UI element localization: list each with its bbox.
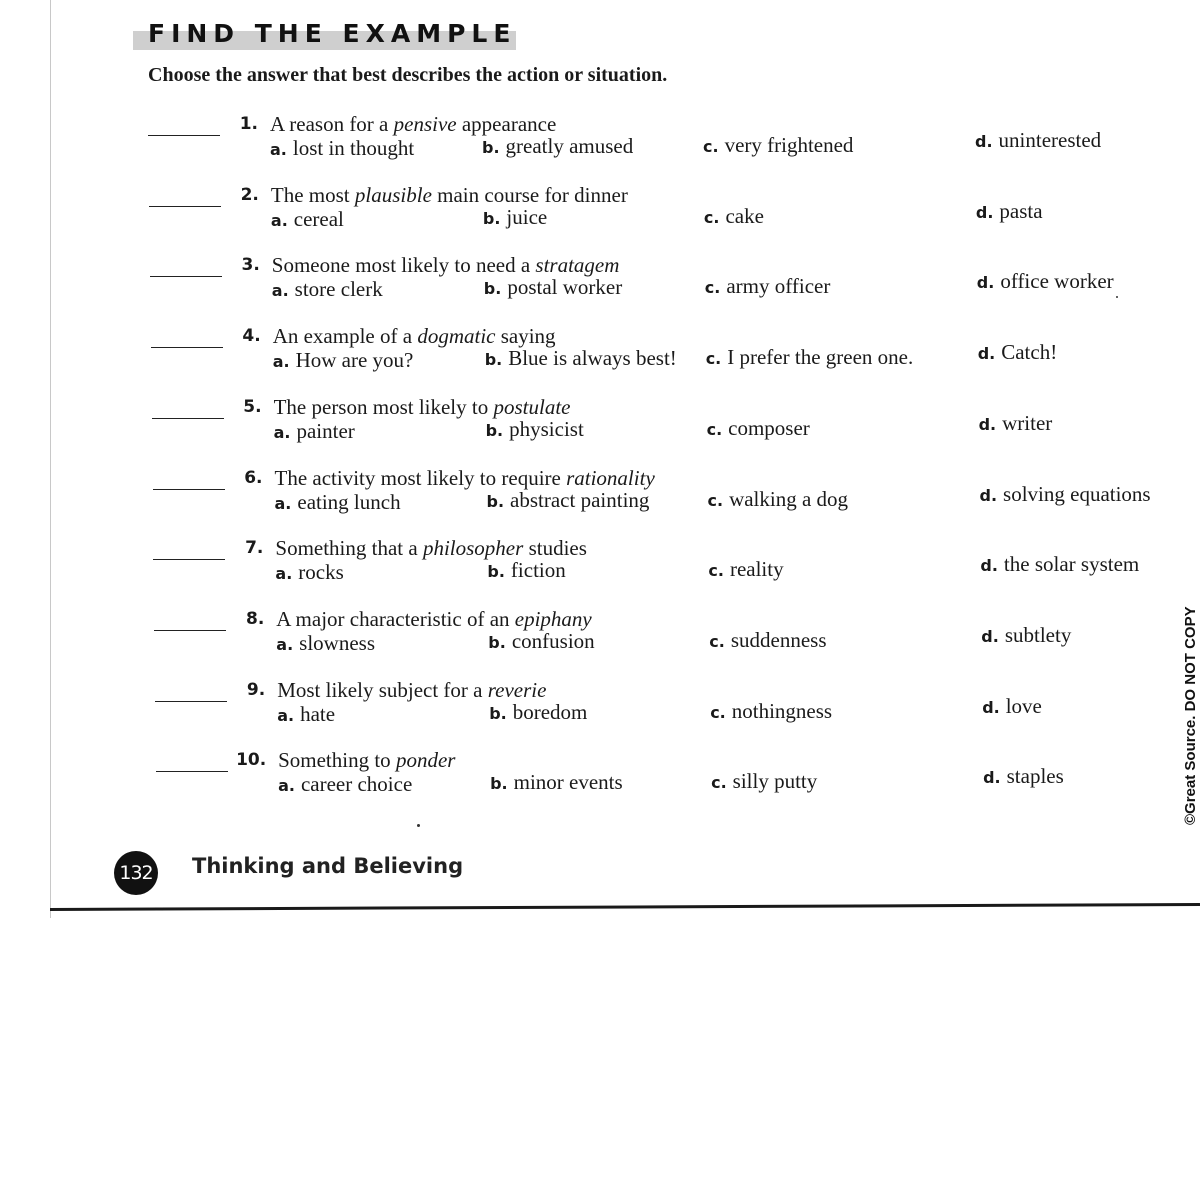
option-text: eating lunch (297, 489, 401, 514)
answer-option (278, 772, 412, 797)
option-letter: d. (978, 414, 997, 434)
option-text: nothingness (731, 698, 833, 723)
answer-option (488, 629, 594, 654)
answer-blank[interactable] (153, 559, 225, 560)
answer-blank[interactable] (149, 206, 221, 207)
option-letter: a. (273, 422, 291, 442)
answer-option (482, 134, 633, 159)
answer-option (485, 346, 677, 371)
option-letter: c. (706, 419, 723, 439)
answer-option (979, 411, 1053, 436)
option-text: cake (725, 203, 764, 228)
vocabulary-word: rationality (566, 465, 655, 490)
answer-option (271, 207, 344, 232)
option-text: silly putty (732, 769, 818, 794)
vocabulary-word: reverie (487, 677, 547, 702)
question-item (0, 465, 1200, 528)
option-text: writer (1002, 410, 1053, 435)
prompt-text: saying (495, 324, 556, 349)
option-letter: c. (707, 490, 724, 510)
answer-blank[interactable] (152, 418, 224, 419)
option-text: greatly amused (505, 134, 634, 158)
option-letter: b. (483, 279, 502, 299)
option-letter: c. (710, 702, 726, 722)
answer-option (484, 275, 622, 300)
answer-option (708, 557, 783, 582)
option-letter: c. (705, 349, 722, 369)
vocabulary-word: pensive (393, 112, 457, 136)
answer-option (707, 416, 810, 441)
option-text: uninterested (998, 128, 1102, 152)
option-text: composer (728, 415, 810, 440)
prompt-text: main course for dinner (431, 182, 628, 207)
option-letter: a. (270, 210, 288, 230)
answer-blank[interactable] (156, 771, 228, 772)
option-text: solving equations (1003, 481, 1151, 506)
option-text: very frightened (724, 133, 854, 157)
option-text: suddenness (730, 627, 827, 652)
prompt-text: The activity most likely to require (274, 465, 567, 490)
answer-blank[interactable] (154, 630, 226, 631)
vocabulary-word: epiphany (514, 606, 592, 631)
option-letter: b. (486, 491, 505, 511)
question-number: 4. (242, 326, 261, 347)
answer-option (981, 623, 1071, 648)
option-text: pasta (999, 198, 1043, 223)
question-prompt (278, 748, 455, 773)
prompt-text: appearance (456, 112, 557, 136)
answer-option (277, 702, 335, 727)
option-text: army officer (726, 274, 831, 299)
answer-option (703, 133, 853, 158)
option-text: love (1005, 693, 1042, 718)
option-letter: d. (977, 344, 996, 364)
answer-option (489, 700, 587, 725)
option-text: cereal (293, 206, 344, 231)
question-item (0, 114, 1200, 174)
answer-option (706, 345, 914, 370)
answer-option (272, 277, 383, 302)
option-text: store clerk (294, 277, 383, 302)
option-text: confusion (511, 628, 595, 653)
option-letter: c. (703, 207, 720, 227)
answer-blank[interactable] (151, 347, 223, 348)
vocabulary-word: plausible (354, 182, 432, 207)
option-letter: c. (708, 561, 724, 581)
prompt-text: Most likely subject for a (277, 677, 488, 702)
question-item (0, 255, 1200, 315)
question-item (0, 394, 1200, 457)
answer-option (709, 628, 826, 653)
option-letter: d. (979, 485, 998, 505)
option-letter: b. (488, 632, 506, 652)
option-letter: a. (278, 776, 295, 796)
vocabulary-word: dogmatic (417, 324, 496, 349)
option-letter: b. (484, 350, 503, 370)
option-text: juice (506, 204, 548, 229)
option-text: career choice (300, 772, 413, 797)
prompt-text: The person most likely to (273, 394, 494, 419)
question-item (0, 606, 1200, 669)
answer-blank[interactable] (155, 701, 227, 702)
answer-blank[interactable] (148, 135, 220, 136)
prompt-text: The most (270, 182, 355, 207)
page-edge-bottom (50, 903, 1200, 911)
option-text: rocks (298, 560, 344, 585)
question-item (0, 677, 1200, 740)
copyright-text: ©Great Source. DO NOT COPY (1182, 606, 1199, 825)
answer-option (270, 136, 414, 161)
vocabulary-word: ponder (395, 748, 456, 773)
option-letter: a. (270, 140, 287, 159)
question-number: 6. (244, 467, 263, 488)
answer-option (490, 770, 623, 795)
prompt-text: A reason for a (270, 112, 394, 136)
answer-option (708, 487, 849, 512)
option-text: walking a dog (729, 486, 849, 511)
option-text: the solar system (1003, 552, 1140, 577)
prompt-text: studies (523, 536, 587, 561)
answer-option (982, 694, 1042, 719)
question-number: 5. (243, 396, 262, 417)
answer-option (980, 552, 1139, 577)
option-text: Blue is always best! (508, 346, 677, 371)
answer-option (980, 482, 1151, 507)
option-letter: c. (704, 278, 721, 298)
option-text: postal worker (507, 275, 623, 300)
prompt-text: Something to (278, 748, 396, 773)
question-item (0, 326, 1200, 386)
question-item (0, 182, 1200, 245)
scan-speck (1116, 296, 1118, 298)
answer-option (983, 764, 1064, 789)
option-letter: d. (981, 626, 999, 646)
answer-option (486, 417, 584, 442)
answer-blank[interactable] (153, 489, 225, 490)
answer-option (276, 631, 375, 656)
answer-option (710, 699, 832, 724)
option-letter: a. (275, 564, 293, 584)
answer-option (273, 348, 414, 373)
option-text: I prefer the green one. (727, 345, 914, 370)
option-text: hate (300, 701, 336, 726)
question-item (0, 538, 1200, 598)
answer-option (977, 269, 1114, 294)
option-text: office worker (1000, 269, 1114, 294)
option-text: boredom (512, 699, 588, 724)
option-letter: b. (482, 208, 501, 228)
answer-option (705, 274, 831, 299)
option-letter: b. (489, 703, 507, 723)
question-number: 8. (246, 608, 265, 629)
answer-blank[interactable] (150, 276, 222, 277)
option-letter: d. (983, 768, 1001, 788)
option-text: minor events (513, 770, 623, 795)
answer-option (711, 769, 817, 794)
vocabulary-word: stratagem (535, 253, 620, 278)
option-text: lost in thought (292, 136, 415, 160)
answer-option (275, 490, 401, 515)
answer-option (487, 488, 650, 513)
worksheet-instructions: Choose the answer that best describes the action or situation. (148, 64, 668, 86)
option-text: Catch! (1001, 340, 1058, 365)
question-prompt (271, 183, 628, 208)
prompt-text: Something that a (275, 536, 423, 561)
worksheet-title: FIND THE EXAMPLE (148, 19, 517, 48)
option-letter: d. (980, 556, 998, 576)
option-letter: d. (975, 202, 994, 222)
question-number: 10. (236, 750, 267, 771)
page-number-badge: 132 (114, 851, 158, 895)
option-letter: b. (485, 420, 504, 440)
option-letter: a. (276, 634, 294, 654)
answer-option (976, 199, 1043, 224)
option-text: physicist (509, 416, 584, 441)
vocabulary-word: postulate (493, 394, 571, 419)
answer-option (978, 340, 1058, 365)
question-number: 2. (240, 184, 259, 205)
option-text: staples (1006, 764, 1064, 789)
option-text: reality (729, 557, 784, 582)
question-number: 3. (241, 255, 260, 276)
option-text: How are you? (295, 348, 414, 373)
prompt-text: A major characteristic of an (276, 606, 515, 631)
vocabulary-word: philosopher (422, 536, 524, 561)
answer-option (975, 128, 1101, 153)
answer-option (487, 558, 565, 583)
question-number: 9. (246, 679, 266, 700)
option-letter: d. (975, 132, 993, 151)
question-number: 7. (245, 538, 264, 559)
option-text: painter (296, 418, 355, 443)
option-text: fiction (510, 558, 566, 583)
option-letter: c. (709, 631, 725, 651)
prompt-text: Someone most likely to need a (271, 253, 536, 278)
option-letter: d. (982, 697, 1000, 717)
option-text: slowness (299, 630, 376, 655)
copyright-notice (1182, 600, 1200, 825)
option-text: subtlety (1004, 622, 1072, 647)
answer-option (274, 419, 355, 444)
option-letter: a. (274, 493, 292, 513)
prompt-text: An example of a (272, 324, 418, 349)
option-letter: c. (703, 137, 719, 156)
answer-option (275, 560, 343, 585)
option-letter: b. (490, 774, 508, 794)
scan-speck (417, 824, 420, 827)
option-letter: b. (482, 138, 500, 157)
option-letter: a. (277, 705, 295, 725)
question-number: 1. (239, 114, 258, 134)
question-item (0, 750, 1200, 810)
answer-option (483, 205, 547, 230)
book-title: Thinking and Believing (192, 854, 464, 878)
option-text: abstract painting (510, 487, 650, 512)
option-letter: c. (711, 773, 727, 793)
answer-option (704, 204, 764, 229)
option-letter: d. (976, 273, 995, 293)
option-letter: a. (271, 281, 289, 301)
option-letter: b. (487, 562, 505, 582)
option-letter: a. (272, 352, 290, 372)
